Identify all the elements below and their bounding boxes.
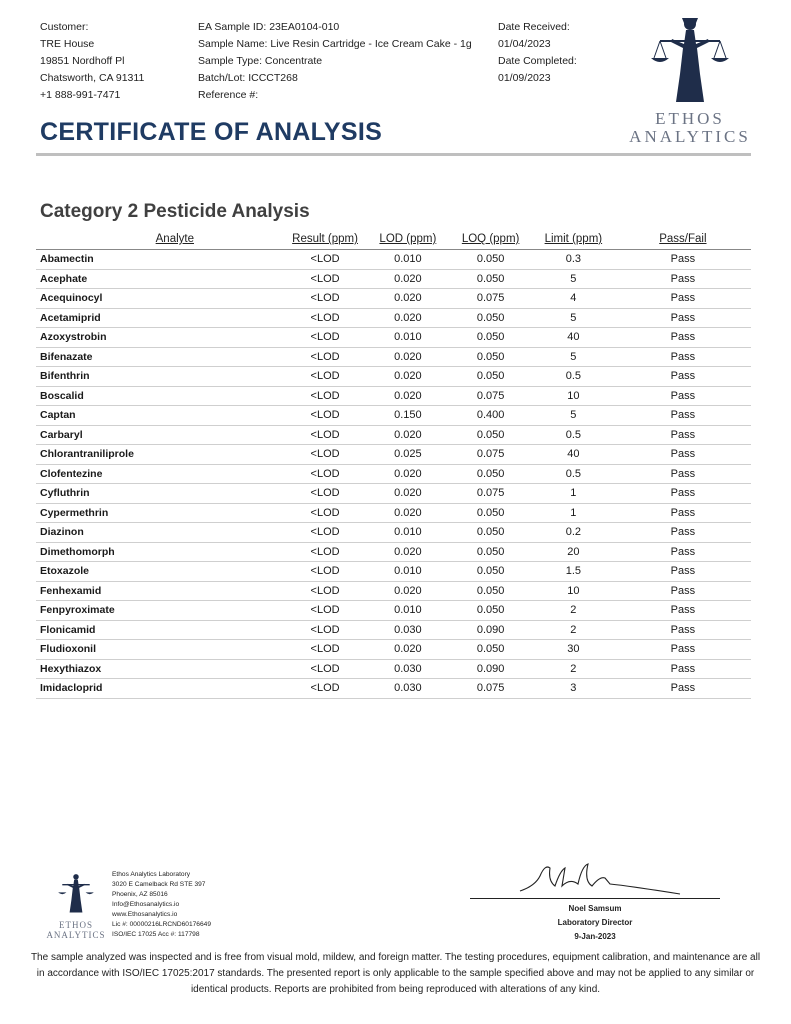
lod-cell: 0.020	[366, 347, 449, 367]
pass-fail-cell: Pass	[615, 328, 751, 348]
sample-info	[198, 19, 472, 104]
footer-scales-icon	[44, 870, 108, 918]
analyte-cell: Imidacloprid	[36, 679, 284, 699]
limit-cell: 0.5	[532, 425, 615, 445]
pass-fail-cell: Pass	[615, 620, 751, 640]
table-row	[36, 289, 751, 309]
header-pass-fail: Pass/Fail	[615, 229, 751, 250]
ethos-logo	[620, 14, 760, 149]
title-divider	[36, 153, 751, 156]
date-received-label: Date Received:	[498, 21, 570, 33]
lod-cell: 0.025	[366, 445, 449, 465]
dates-info	[498, 19, 577, 87]
result-cell: <LOD	[284, 425, 367, 445]
customer-info	[40, 19, 144, 104]
signature-block	[470, 902, 720, 944]
result-cell: <LOD	[284, 601, 367, 621]
limit-cell: 10	[532, 386, 615, 406]
limit-cell: 1	[532, 484, 615, 504]
result-cell: <LOD	[284, 250, 367, 270]
loq-cell: 0.050	[449, 250, 532, 270]
sign-date: 9-Jan-2023	[574, 932, 616, 941]
pass-fail-cell: Pass	[615, 640, 751, 660]
loq-cell: 0.090	[449, 620, 532, 640]
loq-cell: 0.050	[449, 562, 532, 582]
loq-cell: 0.090	[449, 659, 532, 679]
analyte-cell: Cyfluthrin	[36, 484, 284, 504]
loq-cell: 0.050	[449, 367, 532, 387]
logo-text-analytics: ANALYTICS	[629, 127, 751, 146]
lod-cell: 0.030	[366, 620, 449, 640]
limit-cell: 2	[532, 659, 615, 679]
analyte-cell: Diazinon	[36, 523, 284, 543]
loq-cell: 0.075	[449, 386, 532, 406]
limit-cell: 0.5	[532, 367, 615, 387]
analyte-cell: Bifenthrin	[36, 367, 284, 387]
logo-text-ethos: ETHOS	[655, 109, 725, 128]
pass-fail-cell: Pass	[615, 542, 751, 562]
table-row	[36, 503, 751, 523]
pass-fail-cell: Pass	[615, 503, 751, 523]
table-row	[36, 562, 751, 582]
header-analyte: Analyte	[36, 229, 284, 250]
pass-fail-cell: Pass	[615, 386, 751, 406]
limit-cell: 40	[532, 445, 615, 465]
result-cell: <LOD	[284, 406, 367, 426]
lab-license: Lic #: 00000216LRCND60176649	[112, 921, 211, 928]
section-title: Category 2 Pesticide Analysis	[40, 201, 310, 222]
pass-fail-cell: Pass	[615, 425, 751, 445]
lod-cell: 0.020	[366, 269, 449, 289]
table-row	[36, 484, 751, 504]
loq-cell: 0.050	[449, 542, 532, 562]
lab-iso: ISO/IEC 17025 Acc #: 117798	[112, 931, 200, 938]
lab-street: 3020 E Camelback Rd STE 397	[112, 881, 206, 888]
analyte-cell: Flonicamid	[36, 620, 284, 640]
lab-name: Ethos Analytics Laboratory	[112, 871, 191, 878]
limit-cell: 20	[532, 542, 615, 562]
date-completed-value: 01/09/2023	[498, 72, 551, 84]
pass-fail-cell: Pass	[615, 406, 751, 426]
limit-cell: 2	[532, 620, 615, 640]
table-row	[36, 659, 751, 679]
header-limit: Limit (ppm)	[532, 229, 615, 250]
pass-fail-cell: Pass	[615, 562, 751, 582]
result-cell: <LOD	[284, 640, 367, 660]
table-row	[36, 386, 751, 406]
table-row	[36, 308, 751, 328]
date-received-value: 01/04/2023	[498, 38, 551, 50]
loq-cell: 0.050	[449, 581, 532, 601]
loq-cell: 0.075	[449, 679, 532, 699]
result-cell: <LOD	[284, 484, 367, 504]
lab-email[interactable]: Info@Ethosanalytics.io	[112, 901, 180, 908]
table-row	[36, 601, 751, 621]
footer-logo-ethos: ETHOS	[59, 920, 93, 930]
lod-cell: 0.020	[366, 503, 449, 523]
lod-cell: 0.020	[366, 386, 449, 406]
footer-logo	[44, 870, 108, 942]
pass-fail-cell: Pass	[615, 484, 751, 504]
analyte-cell: Dimethomorph	[36, 542, 284, 562]
loq-cell: 0.050	[449, 425, 532, 445]
analyte-cell: Captan	[36, 406, 284, 426]
analyte-cell: Bifenazate	[36, 347, 284, 367]
analyte-cell: Acetamiprid	[36, 308, 284, 328]
table-row	[36, 445, 751, 465]
lod-cell: 0.010	[366, 523, 449, 543]
analyte-cell: Azoxystrobin	[36, 328, 284, 348]
pass-fail-cell: Pass	[615, 347, 751, 367]
loq-cell: 0.050	[449, 601, 532, 621]
loq-cell: 0.050	[449, 503, 532, 523]
footer-logo-analytics: ANALYTICS	[46, 930, 106, 940]
lod-cell: 0.020	[366, 367, 449, 387]
pass-fail-cell: Pass	[615, 679, 751, 699]
lab-website[interactable]: www.Ethosanalytics.io	[112, 911, 178, 918]
signer-name: Noel Samsum	[568, 904, 622, 913]
result-cell: <LOD	[284, 620, 367, 640]
header-loq: LOQ (ppm)	[449, 229, 532, 250]
lab-address	[112, 870, 211, 940]
signer-title: Laboratory Director	[557, 918, 633, 927]
result-cell: <LOD	[284, 464, 367, 484]
loq-cell: 0.050	[449, 640, 532, 660]
result-cell: <LOD	[284, 289, 367, 309]
limit-cell: 0.3	[532, 250, 615, 270]
sample-name: Sample Name: Live Resin Cartridge - Ice Cream Cake - 1g	[198, 38, 472, 50]
lod-cell: 0.030	[366, 659, 449, 679]
pass-fail-cell: Pass	[615, 601, 751, 621]
header-lod: LOD (ppm)	[366, 229, 449, 250]
lod-cell: 0.020	[366, 484, 449, 504]
pass-fail-cell: Pass	[615, 250, 751, 270]
pass-fail-cell: Pass	[615, 445, 751, 465]
loq-cell: 0.050	[449, 308, 532, 328]
limit-cell: 0.5	[532, 464, 615, 484]
lod-cell: 0.020	[366, 581, 449, 601]
loq-cell: 0.075	[449, 445, 532, 465]
result-cell: <LOD	[284, 308, 367, 328]
pass-fail-cell: Pass	[615, 464, 751, 484]
table-row	[36, 620, 751, 640]
table-row	[36, 640, 751, 660]
signature-line	[470, 898, 720, 899]
result-cell: <LOD	[284, 562, 367, 582]
lod-cell: 0.150	[366, 406, 449, 426]
limit-cell: 3	[532, 679, 615, 699]
analyte-cell: Abamectin	[36, 250, 284, 270]
loq-cell: 0.075	[449, 289, 532, 309]
result-cell: <LOD	[284, 386, 367, 406]
analyte-cell: Acequinocyl	[36, 289, 284, 309]
lod-cell: 0.020	[366, 542, 449, 562]
table-row	[36, 581, 751, 601]
table-header-row	[36, 229, 751, 250]
table-row	[36, 523, 751, 543]
table-row	[36, 250, 751, 270]
lod-cell: 0.020	[366, 308, 449, 328]
pass-fail-cell: Pass	[615, 367, 751, 387]
result-cell: <LOD	[284, 328, 367, 348]
loq-cell: 0.050	[449, 523, 532, 543]
analyte-cell: Fenhexamid	[36, 581, 284, 601]
analyte-cell: Etoxazole	[36, 562, 284, 582]
lod-cell: 0.020	[366, 289, 449, 309]
disclaimer-text: The sample analyzed was inspected and is free from visual mold, mildew, and foreign matter. The testing procedures, equipment calibration, and maintenance are all in accordance with ISO/IEC 17025:2017 standards. The presented report is only applicable to the sample specified above and may not be applied to any similar or identical products. Reports are prohibited from being reproduced with alterations of any kind.	[30, 952, 761, 995]
batch-lot: Batch/Lot: ICCCT268	[198, 72, 298, 84]
lod-cell: 0.020	[366, 464, 449, 484]
pass-fail-cell: Pass	[615, 581, 751, 601]
result-cell: <LOD	[284, 581, 367, 601]
table-row	[36, 679, 751, 699]
limit-cell: 30	[532, 640, 615, 660]
reference-number: Reference #:	[198, 89, 259, 101]
limit-cell: 0.2	[532, 523, 615, 543]
result-cell: <LOD	[284, 347, 367, 367]
table-row	[36, 269, 751, 289]
page-title: CERTIFICATE OF ANALYSIS	[40, 118, 383, 146]
customer-phone: +1 888-991-7471	[40, 89, 121, 101]
limit-cell: 1.5	[532, 562, 615, 582]
pesticide-table	[36, 229, 751, 699]
pass-fail-cell: Pass	[615, 269, 751, 289]
table-row	[36, 425, 751, 445]
pass-fail-cell: Pass	[615, 659, 751, 679]
pass-fail-cell: Pass	[615, 289, 751, 309]
result-cell: <LOD	[284, 269, 367, 289]
lod-cell: 0.030	[366, 679, 449, 699]
result-cell: <LOD	[284, 679, 367, 699]
analyte-cell: Hexythiazox	[36, 659, 284, 679]
lod-cell: 0.020	[366, 640, 449, 660]
analyte-cell: Fludioxonil	[36, 640, 284, 660]
sample-id: EA Sample ID: 23EA0104-010	[198, 21, 340, 33]
limit-cell: 1	[532, 503, 615, 523]
pass-fail-cell: Pass	[615, 308, 751, 328]
limit-cell: 5	[532, 269, 615, 289]
table-row	[36, 464, 751, 484]
sample-type: Sample Type: Concentrate	[198, 55, 323, 67]
pass-fail-cell: Pass	[615, 523, 751, 543]
loq-cell: 0.050	[449, 269, 532, 289]
table-row	[36, 406, 751, 426]
lod-cell: 0.020	[366, 425, 449, 445]
result-cell: <LOD	[284, 523, 367, 543]
limit-cell: 40	[532, 328, 615, 348]
result-cell: <LOD	[284, 659, 367, 679]
loq-cell: 0.050	[449, 464, 532, 484]
analyte-cell: Cypermethrin	[36, 503, 284, 523]
limit-cell: 2	[532, 601, 615, 621]
analyte-cell: Acephate	[36, 269, 284, 289]
loq-cell: 0.400	[449, 406, 532, 426]
limit-cell: 5	[532, 308, 615, 328]
loq-cell: 0.075	[449, 484, 532, 504]
limit-cell: 5	[532, 406, 615, 426]
analyte-cell: Fenpyroximate	[36, 601, 284, 621]
analyte-cell: Boscalid	[36, 386, 284, 406]
scales-of-justice-icon	[620, 14, 760, 109]
result-cell: <LOD	[284, 367, 367, 387]
lod-cell: 0.010	[366, 250, 449, 270]
header-result: Result (ppm)	[284, 229, 367, 250]
customer-name: TRE House	[40, 38, 95, 50]
customer-city: Chatsworth, CA 91311	[40, 72, 145, 84]
loq-cell: 0.050	[449, 347, 532, 367]
result-cell: <LOD	[284, 503, 367, 523]
limit-cell: 5	[532, 347, 615, 367]
table-body	[36, 250, 751, 699]
limit-cell: 4	[532, 289, 615, 309]
lod-cell: 0.010	[366, 328, 449, 348]
table-row	[36, 367, 751, 387]
signature-image	[510, 856, 690, 901]
customer-label: Customer:	[40, 21, 89, 33]
customer-street: 19851 Nordhoff Pl	[40, 55, 125, 67]
lod-cell: 0.010	[366, 562, 449, 582]
analyte-cell: Carbaryl	[36, 425, 284, 445]
result-cell: <LOD	[284, 542, 367, 562]
table-row	[36, 328, 751, 348]
loq-cell: 0.050	[449, 328, 532, 348]
date-completed-label: Date Completed:	[498, 55, 577, 67]
table-row	[36, 347, 751, 367]
limit-cell: 10	[532, 581, 615, 601]
lod-cell: 0.010	[366, 601, 449, 621]
table-row	[36, 542, 751, 562]
analyte-cell: Clofentezine	[36, 464, 284, 484]
analyte-cell: Chlorantraniliprole	[36, 445, 284, 465]
lab-city: Phoenix, AZ 85016	[112, 891, 168, 898]
result-cell: <LOD	[284, 445, 367, 465]
